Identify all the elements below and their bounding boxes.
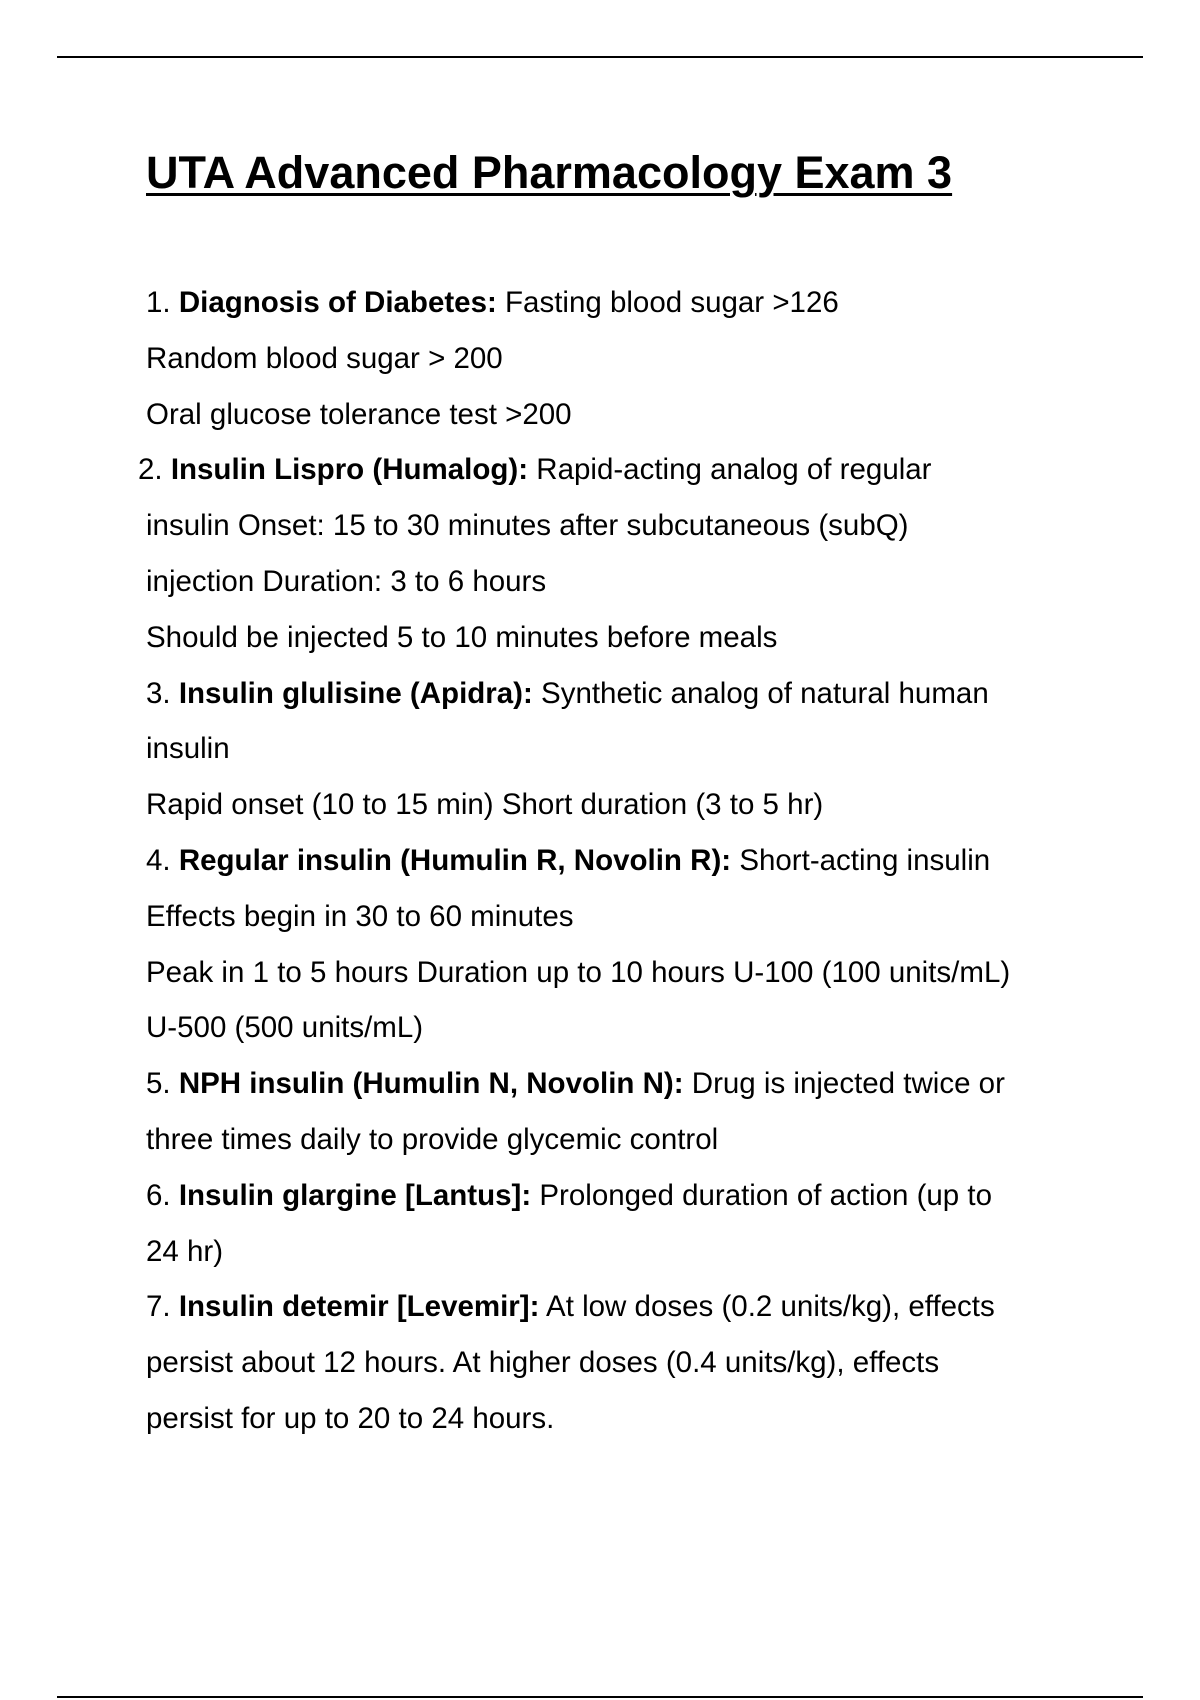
item-text: Drug is injected twice or xyxy=(691,1067,1005,1101)
item-1-line-3: Oral glucose tolerance test >200 xyxy=(146,397,572,431)
item-term: Insulin glulisine (Apidra): xyxy=(178,676,533,710)
item-text: At low doses (0.2 units/kg), effects xyxy=(546,1290,995,1324)
item-7-line-3: persist for up to 20 to 24 hours. xyxy=(146,1401,555,1435)
item-number: 1. xyxy=(146,286,171,319)
item-3-line-1 xyxy=(146,666,1146,722)
item-7-line-1 xyxy=(146,1279,1146,1335)
item-6-line-2: 24 hr) xyxy=(146,1234,224,1268)
bottom-divider xyxy=(57,1696,1143,1698)
item-term: Insulin detemir [Levemir]: xyxy=(178,1290,540,1324)
item-text: Short-acting insulin xyxy=(739,843,991,877)
item-term: Insulin glargine [Lantus]: xyxy=(178,1178,532,1212)
item-2-line-4: Should be injected 5 to 10 minutes before meals xyxy=(146,620,778,654)
item-2-line-2: insulin Onset: 15 to 30 minutes after subcutaneous (subQ) xyxy=(146,509,909,543)
item-text: Rapid-acting analog of regular xyxy=(536,453,932,487)
item-term: Insulin Lispro (Humalog): xyxy=(170,453,529,487)
item-number: 6. xyxy=(146,1178,171,1212)
item-2-line-1 xyxy=(138,442,1146,498)
item-3-line-2: insulin xyxy=(146,732,230,766)
item-1-line-2: Random blood sugar > 200 xyxy=(146,341,503,375)
document-title: UTA Advanced Pharmacology Exam 3 xyxy=(146,147,953,198)
item-number: 5. xyxy=(146,1067,171,1101)
item-4-line-3: Peak in 1 to 5 hours Duration up to 10 hours U-100 (100 units/mL) xyxy=(146,955,1011,989)
item-term: NPH insulin (Humulin N, Novolin N): xyxy=(178,1067,684,1101)
item-7-line-2: persist about 12 hours. At higher doses (0.4 units/kg), effects xyxy=(146,1346,940,1380)
item-number: 4. xyxy=(146,843,171,877)
item-text: Fasting blood sugar >126 xyxy=(505,286,839,319)
item-text: Prolonged duration of action (up to xyxy=(539,1178,993,1212)
item-5-line-1 xyxy=(146,1056,1146,1112)
item-term: Regular insulin (Humulin R, Novolin R): xyxy=(178,843,732,877)
item-number: 2. xyxy=(138,453,163,487)
item-5-line-2: three times daily to provide glycemic control xyxy=(146,1122,719,1156)
item-2-line-3: injection Duration: 3 to 6 hours xyxy=(146,564,547,598)
item-6-line-1 xyxy=(146,1168,1146,1224)
top-divider xyxy=(57,56,1143,58)
item-4-line-4: U-500 (500 units/mL) xyxy=(146,1011,424,1045)
item-3-line-3: Rapid onset (10 to 15 min) Short duration (3 to 5 hr) xyxy=(146,788,824,822)
item-text: Synthetic analog of natural human xyxy=(541,676,989,710)
item-4-line-1 xyxy=(146,833,1146,889)
item-number: 3. xyxy=(146,676,171,710)
item-number: 7. xyxy=(146,1290,171,1324)
document-body xyxy=(138,275,1146,1447)
item-4-line-2: Effects begin in 30 to 60 minutes xyxy=(146,899,574,933)
item-1-line-1 xyxy=(146,275,1146,331)
item-term: Diagnosis of Diabetes: xyxy=(178,286,497,319)
